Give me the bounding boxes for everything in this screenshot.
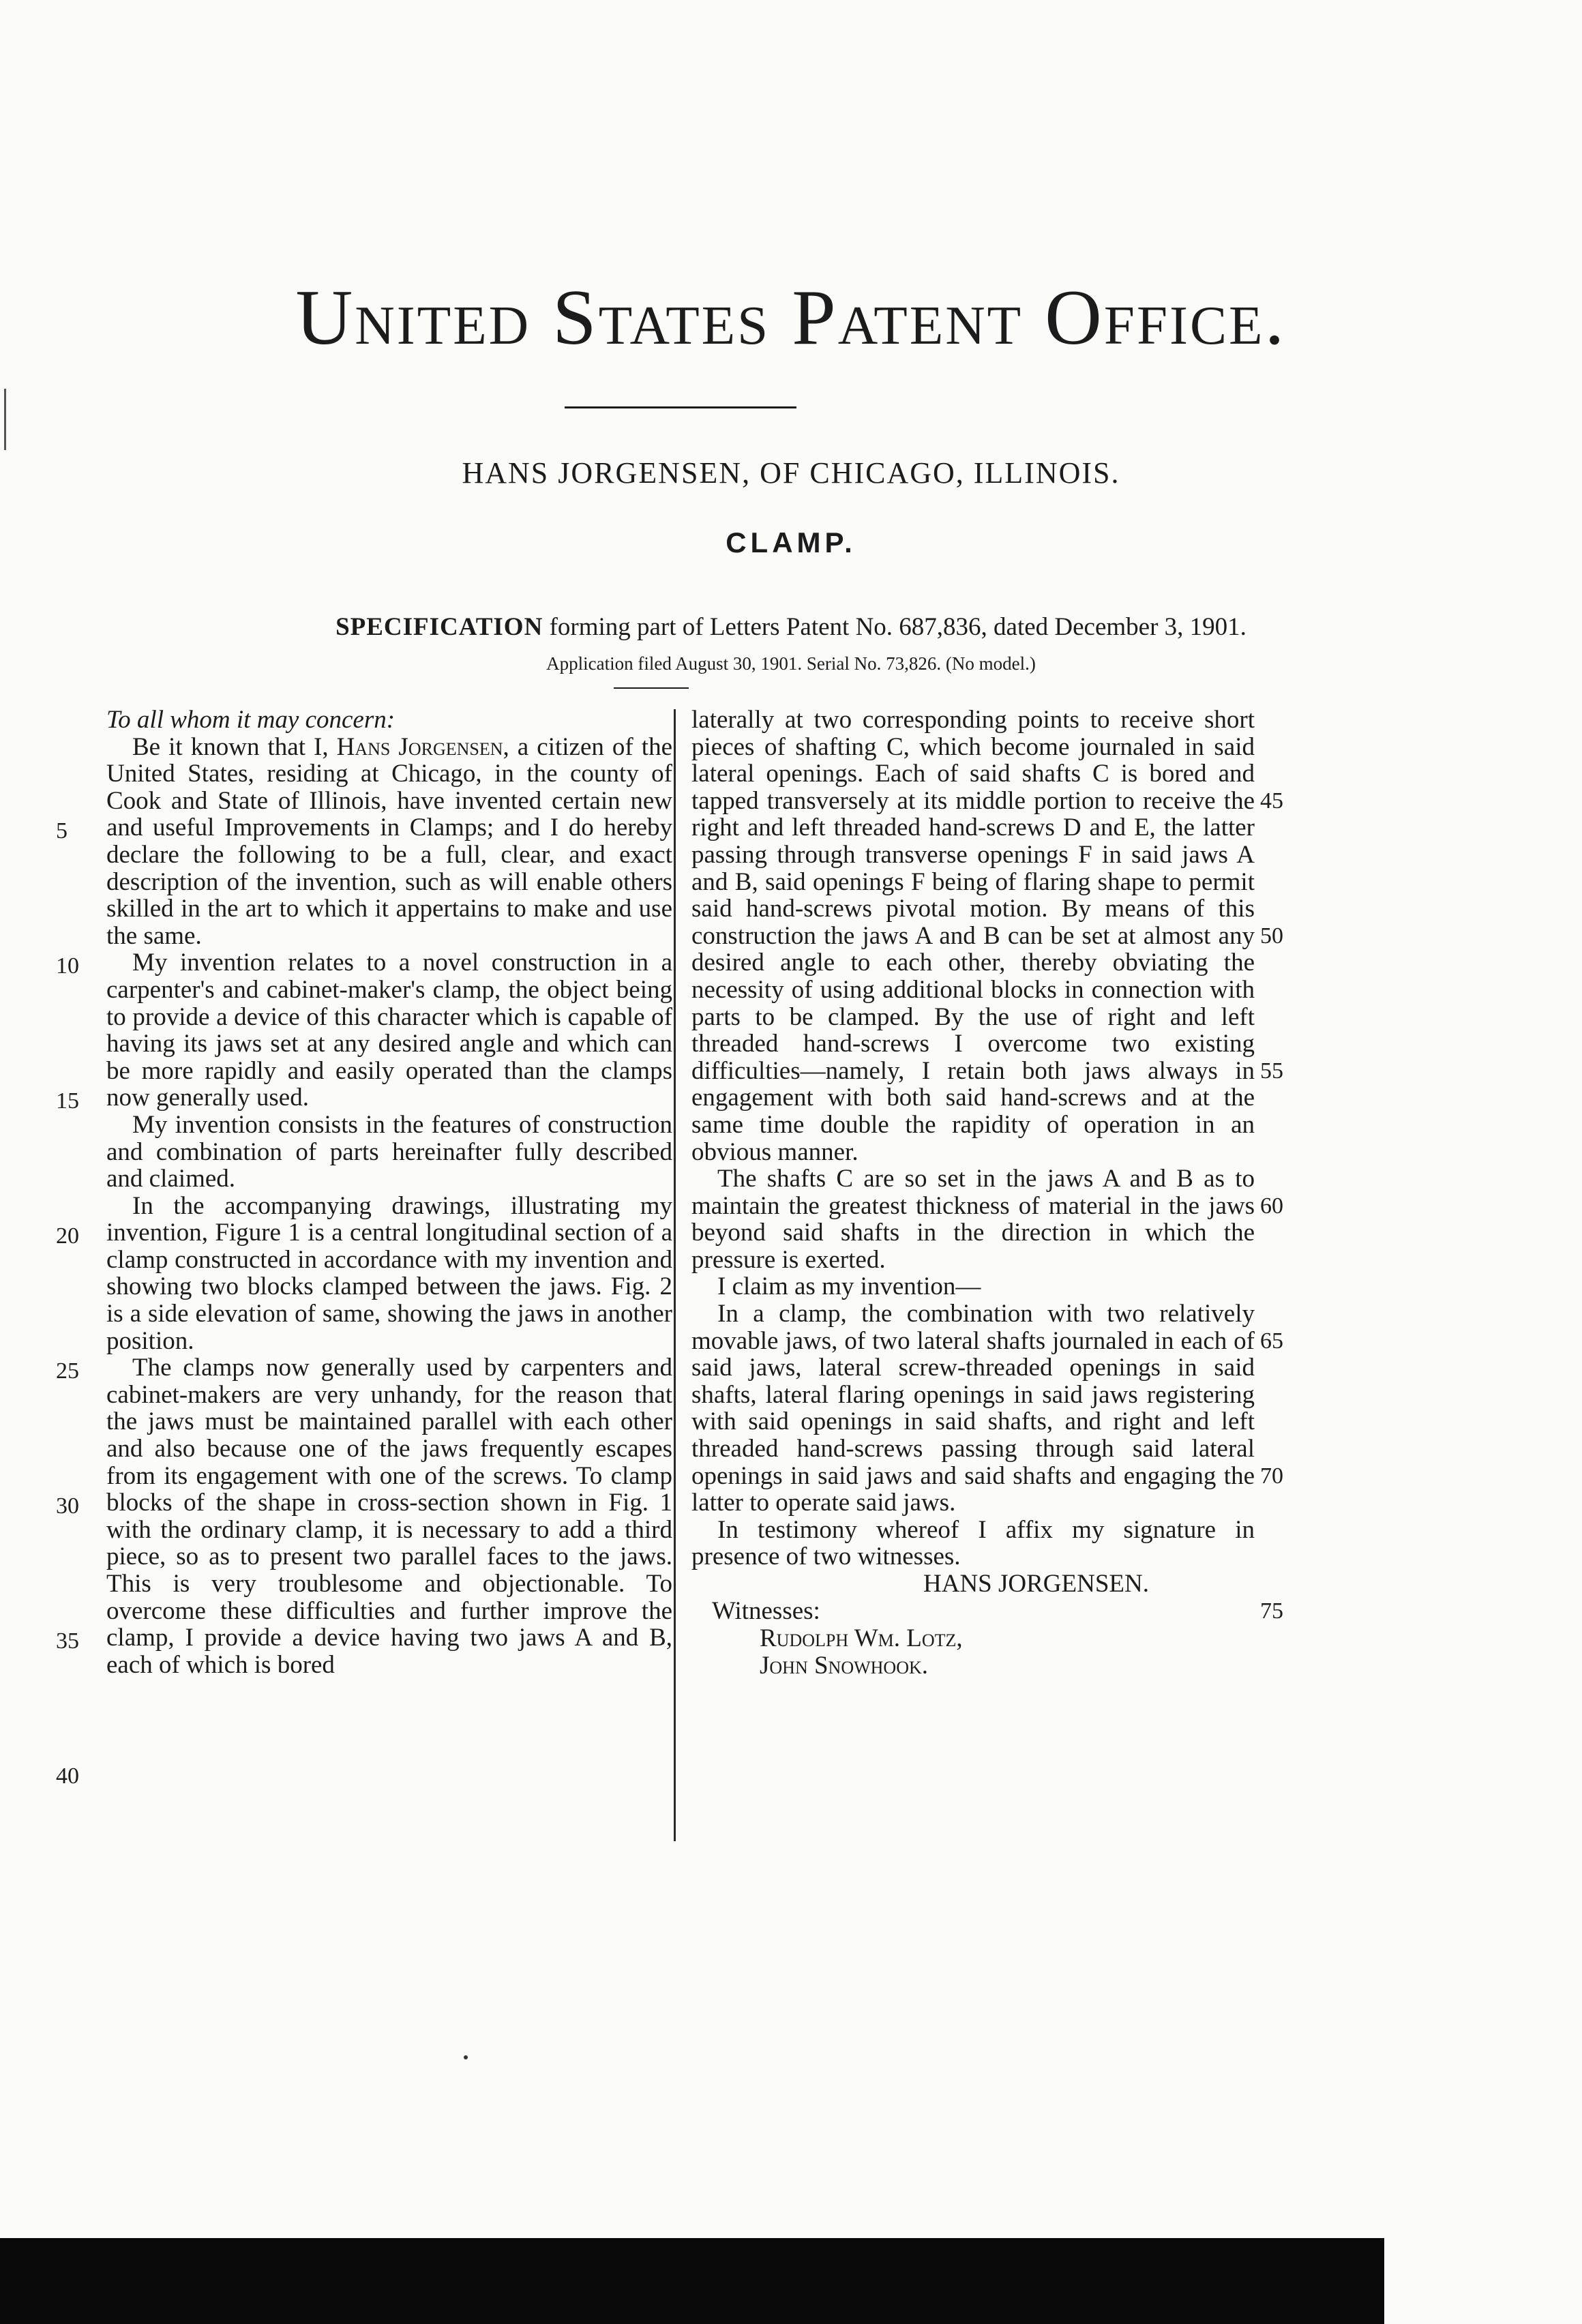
line-number: 5	[56, 818, 68, 844]
witness-name: John Snowhook.	[760, 1652, 929, 1680]
line-number: 50	[1260, 923, 1283, 949]
paragraph	[106, 734, 672, 950]
text-run: , a citizen of the United States, residing at Chicago, in the county of Cook and State of Illinois, have invented certain new and useful Improvements in Clamps; and I do hereby declare the following to be a full, clear, and exact description of the invention, such as will enable others skilled in the art to which it appertains to make and use the same.	[106, 732, 672, 950]
signature: HANS JORGENSEN.	[923, 1570, 1149, 1598]
line-number: 75	[1260, 1598, 1283, 1624]
line-number: 60	[1260, 1193, 1283, 1219]
line-number: 35	[56, 1628, 79, 1654]
testimony: In testimony whereof I affix my signature in presence of two witnesses.	[691, 1515, 1255, 1571]
spec-text: forming part of Letters Patent No. 687,836, dated December 3, 1901.	[543, 613, 1247, 641]
line-number: 45	[1260, 788, 1283, 814]
line-number: 65	[1260, 1328, 1283, 1354]
line-number: 40	[56, 1763, 79, 1789]
line-number: 70	[1260, 1463, 1283, 1489]
claim: In a clamp, the combination with two relatively movable jaws, of two lateral shafts journaled in each of said jaws, lateral screw-threaded openings in said shafts, lateral flaring openings in said jaws registering with said openings in said shafts, and right and left threaded hand-screws passing through said lateral openings in said jaws and said shafts and engaging the latter to operate said jaws.	[691, 1300, 1255, 1517]
line-number: 25	[56, 1358, 79, 1384]
inventor-name: Hans Jorgensen	[336, 732, 503, 761]
scan-margin-mark	[4, 389, 6, 450]
header-rule	[565, 406, 796, 408]
line-number: 30	[56, 1493, 79, 1519]
line-number: 20	[56, 1223, 79, 1249]
paragraph: laterally at two corresponding points to receive short pieces of shafting C, which become journaled in said lateral openings. Each of said shafts C is bored and tapped transversely at its middle portion to receive the right and left threaded hand-screws D and E, the latter passing through transverse openings F in said jaws A and B, said openings F being of flaring shape to permit said hand-screws pivotal motion. By means of this construction the jaws A and B can be set at almost any desired angle to each other, thereby obviating the necessity of using additional blocks in connection with parts to be clamped. By the use of right and left threaded hand-screws I overcome two existing difficulties—namely, I retain both jaws always in engagement with both said hand-screws and at the same time double the rapidity of operation in an obvious manner.	[691, 706, 1255, 1166]
witnesses-label: Witnesses:	[712, 1597, 820, 1625]
right-column	[691, 706, 1255, 1680]
paragraph: The clamps now generally used by carpenters and cabinet-makers are very unhandy, for the reason that the jaws must be maintained parallel with each other and also because one of the jaws frequently escapes from its engagement with one of the screws. To clamp blocks of the shape in cross-section shown in Fig. 1 with the ordinary clamp, it is necessary to add a third piece, so as to present two parallel faces to the jaws. This is very troublesome and objectionable. To overcome these difficulties and further improve the clamp, I provide a device having two jaws A and B, each of which is bored	[106, 1354, 672, 1679]
inventor-line: HANS JORGENSEN, OF CHICAGO, ILLINOIS.	[462, 456, 1120, 490]
line-number: 55	[1260, 1058, 1283, 1084]
paragraph: My invention relates to a novel construction in a carpenter's and cabinet-maker's clamp, the object being to provide a device of this character which is capable of having its jaws set at any desired angle and which can be more rapidly and easily operated than the clamps now generally used.	[106, 949, 672, 1112]
paragraph: In the accompanying drawings, illustrating my invention, Figure 1 is a central longitudinal section of a clamp constructed in accordance with my invention and showing two blocks clamped between the jaws. Fig. 2 is a side elevation of same, showing the jaws in another position.	[106, 1191, 672, 1355]
salutation: To all whom it may concern:	[106, 706, 395, 734]
scan-bottom-bar	[0, 2238, 1384, 2324]
application-rule	[614, 687, 689, 689]
line-number: 10	[56, 953, 79, 979]
text-run: Be it known that I,	[132, 732, 337, 761]
paragraph: The shafts C are so set in the jaws A and B as to maintain the greatest thickness of material in the jaws beyond said shafts in the direction in which the pressure is exerted.	[691, 1165, 1255, 1274]
column-divider	[674, 709, 676, 1841]
invention-title: CLAMP.	[726, 526, 856, 558]
scan-speck	[464, 2055, 468, 2059]
office-heading: United States Patent Office.	[295, 274, 1287, 361]
line-number: 15	[56, 1088, 79, 1114]
paragraph: My invention consists in the features of construction and combination of parts hereinafter fully described and claimed.	[106, 1110, 672, 1193]
spec-prefix: SPECIFICATION	[335, 613, 543, 641]
witness-name: Rudolph Wm. Lotz,	[760, 1624, 963, 1652]
left-column	[106, 706, 672, 1678]
claim-intro: I claim as my invention—	[717, 1272, 981, 1301]
signature-block	[691, 1570, 1255, 1680]
application-line: Application filed August 30, 1901. Serial No. 73,826. (No model.)	[546, 653, 1036, 674]
specification-line	[0, 612, 1582, 642]
